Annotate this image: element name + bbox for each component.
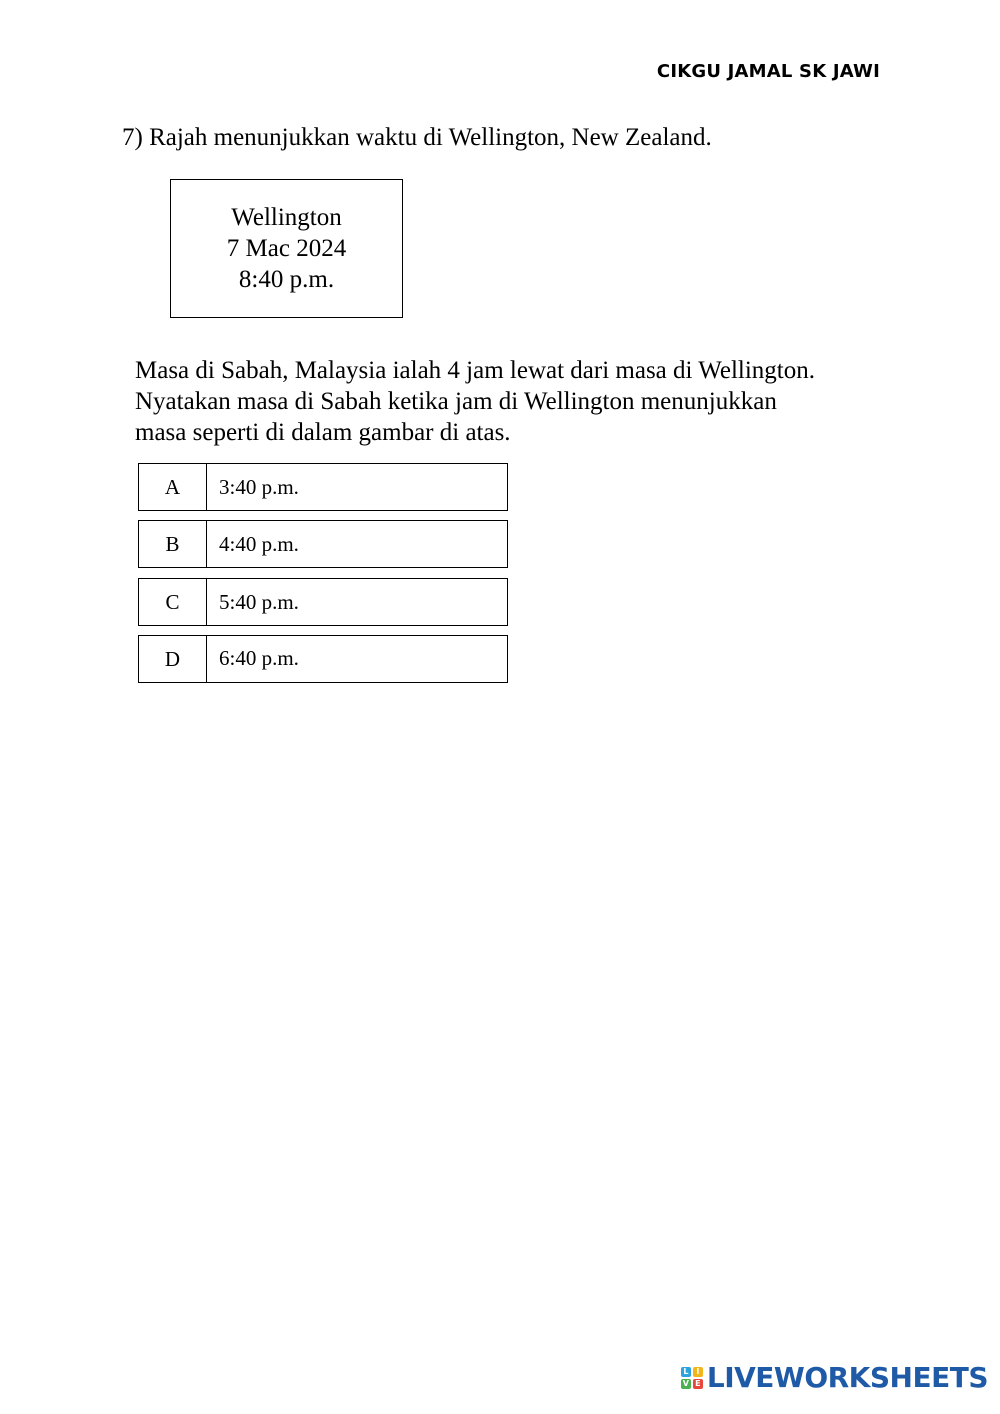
- option-a[interactable]: [138, 463, 508, 511]
- option-answer: 6:40 p.m.: [219, 646, 299, 670]
- option-d[interactable]: [138, 635, 508, 683]
- box-city: Wellington: [231, 204, 342, 231]
- liveworksheets-logo: [681, 1361, 988, 1394]
- logo-cell: E: [693, 1379, 703, 1389]
- option-letter: A: [139, 464, 207, 510]
- box-time: 8:40 p.m.: [238, 266, 335, 293]
- logo-cell: V: [682, 1378, 689, 1388]
- option-letter: D: [139, 636, 207, 682]
- logo-grid-icon: [681, 1367, 703, 1389]
- wellington-time-box: [170, 179, 403, 318]
- logo-cell: I: [693, 1367, 703, 1377]
- body-line-1: Masa di Sabah, Malaysia ialah 4 jam lewat dari masa di Wellington.: [135, 357, 815, 384]
- option-letter: C: [139, 579, 207, 625]
- option-c[interactable]: [138, 578, 508, 626]
- option-answer: 4:40 p.m.: [219, 531, 299, 556]
- question-body: [135, 355, 895, 448]
- option-b[interactable]: [138, 520, 508, 568]
- logo-cell: L: [681, 1367, 691, 1377]
- option-answer: 5:40 p.m.: [219, 589, 299, 614]
- logo-text: LIVEWORKSHEETS: [706, 1361, 988, 1394]
- option-answer: 3:40 p.m.: [219, 474, 299, 499]
- body-line-2: Nyatakan masa di Sabah ketika jam di Wellington menunjukkan: [135, 388, 777, 415]
- question-title: 7) Rajah menunjukkan waktu di Wellington, New Zealand.: [122, 124, 712, 151]
- body-line-3: masa seperti di dalam gambar di atas.: [135, 419, 511, 446]
- box-date: 7 Mac 2024: [226, 235, 347, 262]
- author-header: CIKGU JAMAL SK JAWI: [656, 61, 880, 82]
- option-letter: B: [139, 521, 207, 567]
